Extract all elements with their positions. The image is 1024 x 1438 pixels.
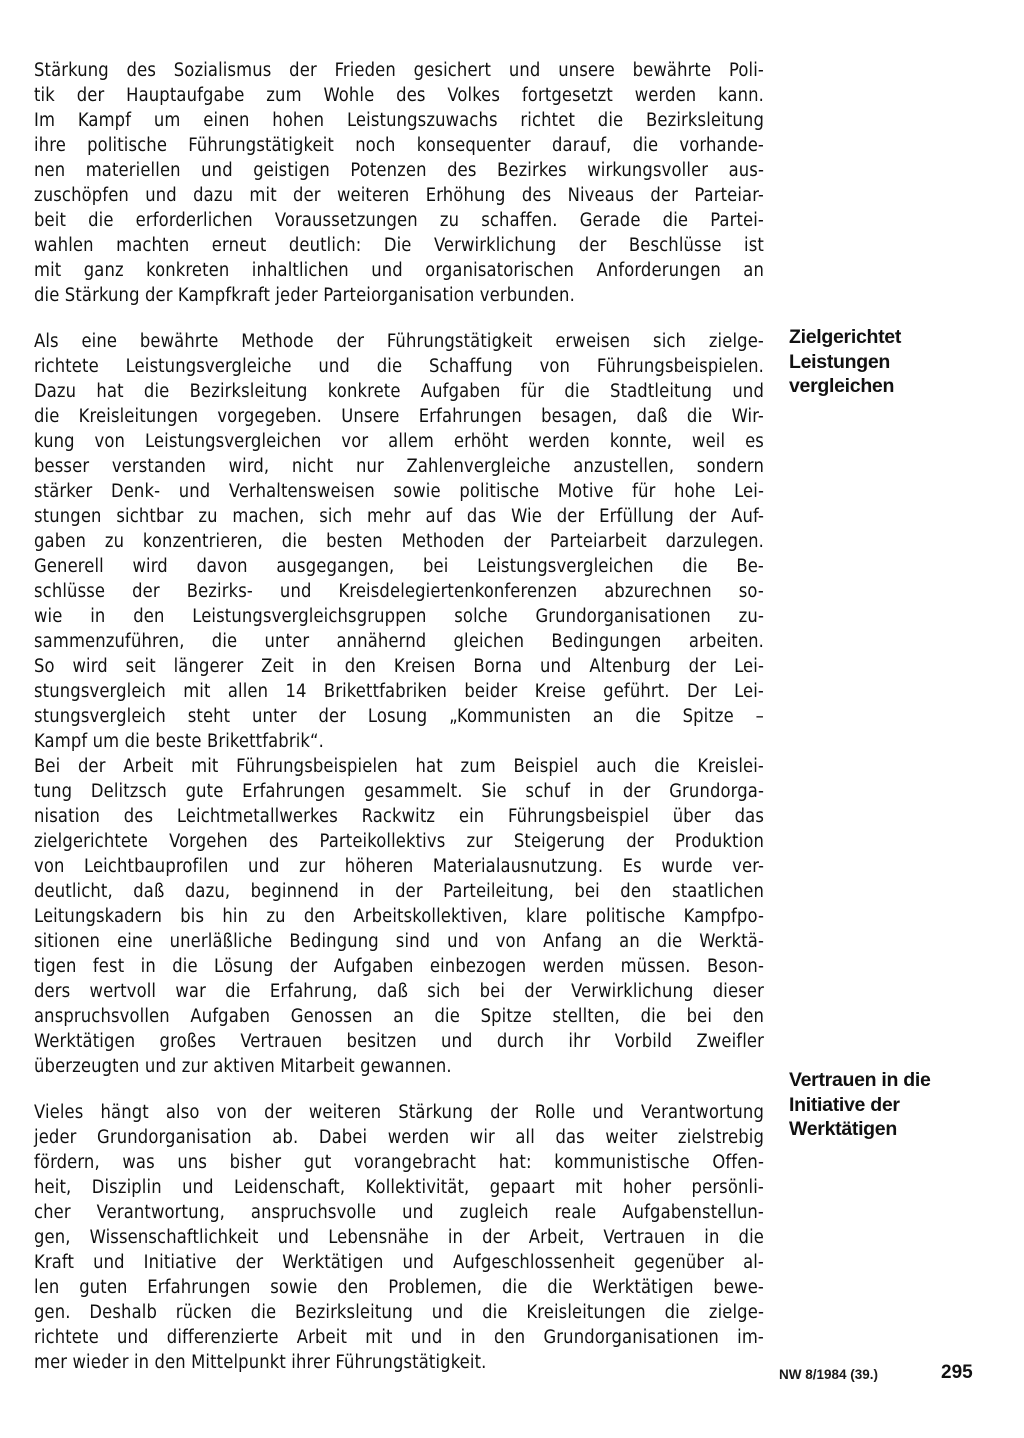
text-line: tung Delitzsch gute Erfahrungen gesammelt. Sie schuf in der Grundorga- (34, 781, 764, 802)
text-line: die Stärkung der Kampfkraft jeder Parteiorganisation verbunden. (34, 285, 575, 306)
text-line: zielgerichtete Vorgehen des Parteikollektivs zur Steigerung der Produktion (34, 831, 764, 852)
page-number: 295 (941, 1362, 973, 1383)
paragraph (34, 58, 764, 308)
text-line: Kampf um die beste Brikettfabrik“. (34, 731, 324, 752)
text-line: jeder Grundorganisation ab. Dabei werden wir all das weiter zielstrebig (34, 1127, 764, 1148)
text-line: mit ganz konkreten inhaltlichen und organisatorischen Anforderungen an (34, 260, 764, 281)
text-line: von Leichtbauprofilen und zur höheren Materialausnutzung. Es wurde ver- (34, 856, 764, 877)
text-line: stungsvergleich mit allen 14 Brikettfabriken beider Kreise geführt. Der Lei- (34, 681, 764, 702)
text-line: stungen sichtbar zu machen, sich mehr auf das Wie der Erfüllung der Auf- (34, 506, 764, 527)
text-line: len guten Erfahrungen sowie den Problemen, die die Werktätigen bewe- (34, 1277, 764, 1298)
text-line: sammenzuführen, die unter annähernd gleichen Bedingungen arbeiten. (34, 631, 764, 652)
text-line: tigen fest in die Lösung der Aufgaben einbezogen werden müssen. Beson- (34, 956, 764, 977)
text-line: ders wertvoll war die Erfahrung, daß sich bei der Verwirklichung dieser (34, 981, 764, 1002)
text-line: wahlen machten erneut deutlich: Die Verwirklichung der Beschlüsse ist (34, 235, 764, 256)
text-line: Bei der Arbeit mit Führungsbeispielen hat zum Beispiel auch die Kreislei- (34, 756, 764, 777)
issue-reference: NW 8/1984 (39.) (779, 1367, 879, 1382)
text-line: richtete und differenzierte Arbeit mit und in den Grundorganisationen im- (34, 1327, 764, 1348)
text-line: fördern, was uns bisher gut vorangebracht hat: kommunistische Offen- (34, 1152, 764, 1173)
text-line: cher Verantwortung, anspruchsvolle und zugleich reale Aufgabenstellun- (34, 1202, 764, 1223)
text-line: Im Kampf um einen hohen Leistungszuwachs richtet die Bezirksleitung (34, 110, 764, 131)
sidenote-vertrauen (789, 1068, 959, 1142)
text-line: Als eine bewährte Methode der Führungstätigkeit erweisen sich zielge- (34, 331, 764, 352)
text-line: gen, Wissenschaftlichkeit und Lebensnähe in der Arbeit, Vertrauen in die (34, 1227, 764, 1248)
text-line: ihre politische Führungstätigkeit noch konsequenter darauf, die vorhande- (34, 135, 764, 156)
article-body (34, 58, 764, 1375)
text-line: schlüsse der Bezirks- und Kreisdelegiertenkonferenzen abzurechnen so- (34, 581, 764, 602)
sidenote-line: Zielgerichtet (789, 326, 902, 348)
text-line: Werktätigen großes Vertrauen besitzen und durch ihr Vorbild Zweifler (34, 1031, 764, 1052)
text-line: nisation des Leichtmetallwerkes Rackwitz ein Führungsbeispiel über das (34, 806, 764, 827)
sidenote-line: Werktätigen (789, 1118, 897, 1140)
sidenote-line: vergleichen (789, 375, 895, 397)
text-line: nen materiellen und geistigen Potenzen des Bezirkes wirkungsvoller aus- (34, 160, 764, 181)
text-line: die Kreisleitungen vorgegeben. Unsere Erfahrungen besagen, daß die Wir- (34, 406, 764, 427)
text-line: Stärkung des Sozialismus der Frieden gesichert und unsere bewährte Poli- (34, 60, 764, 81)
text-line: So wird seit längerer Zeit in den Kreisen Borna und Altenburg der Lei- (34, 656, 764, 677)
text-line: mer wieder in den Mittelpunkt ihrer Führungstätigkeit. (34, 1352, 487, 1373)
text-line: Dazu hat die Bezirksleitung konkrete Aufgaben für die Stadtleitung und (34, 381, 764, 402)
text-line: stungsvergleich steht unter der Losung „Kommunisten an die Spitze – (34, 706, 764, 727)
text-line: Generell wird davon ausgegangen, bei Leistungsvergleichen die Be- (34, 556, 764, 577)
text-line: beit die erforderlichen Voraussetzungen zu schaffen. Gerade die Partei- (34, 210, 764, 231)
paragraph (34, 1100, 764, 1375)
text-line: stärker Denk- und Verhaltensweisen sowie politische Motive für hohe Lei- (34, 481, 764, 502)
text-line: tik der Hauptaufgabe zum Wohle des Volkes fortgesetzt werden kann. (34, 85, 764, 106)
text-line: wie in den Leistungsvergleichsgruppen solche Grundorganisationen zu- (34, 606, 764, 627)
text-line: Vieles hängt also von der weiteren Stärkung der Rolle und Verantwortung (34, 1102, 764, 1123)
text-line: heit, Disziplin und Leidenschaft, Kollektivität, gepaart mit hoher persönli- (34, 1177, 764, 1198)
text-line: anspruchsvollen Aufgaben Genossen an die Spitze stellten, die bei den (34, 1006, 764, 1027)
text-line: besser verstanden wird, nicht nur Zahlenvergleiche anzustellen, sondern (34, 456, 764, 477)
text-line: kung von Leistungsvergleichen vor allem erhöht werden konnte, weil es (34, 431, 764, 452)
text-line: sitionen eine unerläßliche Bedingung sind und von Anfang an die Werktä- (34, 931, 764, 952)
text-line: zuschöpfen und dazu mit der weiteren Erhöhung des Niveaus der Parteiar- (34, 185, 764, 206)
paragraph-gap (34, 1079, 764, 1100)
paragraph-gap (34, 308, 764, 329)
sidenote-line: Vertrauen in die (789, 1069, 931, 1091)
text-line: Leitungskadern bis hin zu den Arbeitskollektiven, klare politische Kampfpo- (34, 906, 764, 927)
text-line: deutlicht, daß dazu, beginnend in der Parteileitung, bei den staatlichen (34, 881, 764, 902)
text-line: gen. Deshalb rücken die Bezirksleitung und die Kreisleitungen die zielge- (34, 1302, 764, 1323)
text-line: gaben zu konzentrieren, die besten Methoden der Parteiarbeit darzulegen. (34, 531, 764, 552)
text-line: überzeugten und zur aktiven Mitarbeit gewannen. (34, 1056, 452, 1077)
paragraph (34, 329, 764, 1079)
sidenote-line: Leistungen (789, 350, 891, 373)
sidenote-zielgerichtet (789, 325, 959, 399)
text-line: Kraft und Initiative der Werktätigen und Aufgeschlossenheit gegenüber al- (34, 1252, 764, 1273)
text-line: richtete Leistungsvergleiche und die Schaffung von Führungsbeispielen. (34, 356, 764, 377)
sidenote-line: Initiative der (789, 1093, 900, 1116)
